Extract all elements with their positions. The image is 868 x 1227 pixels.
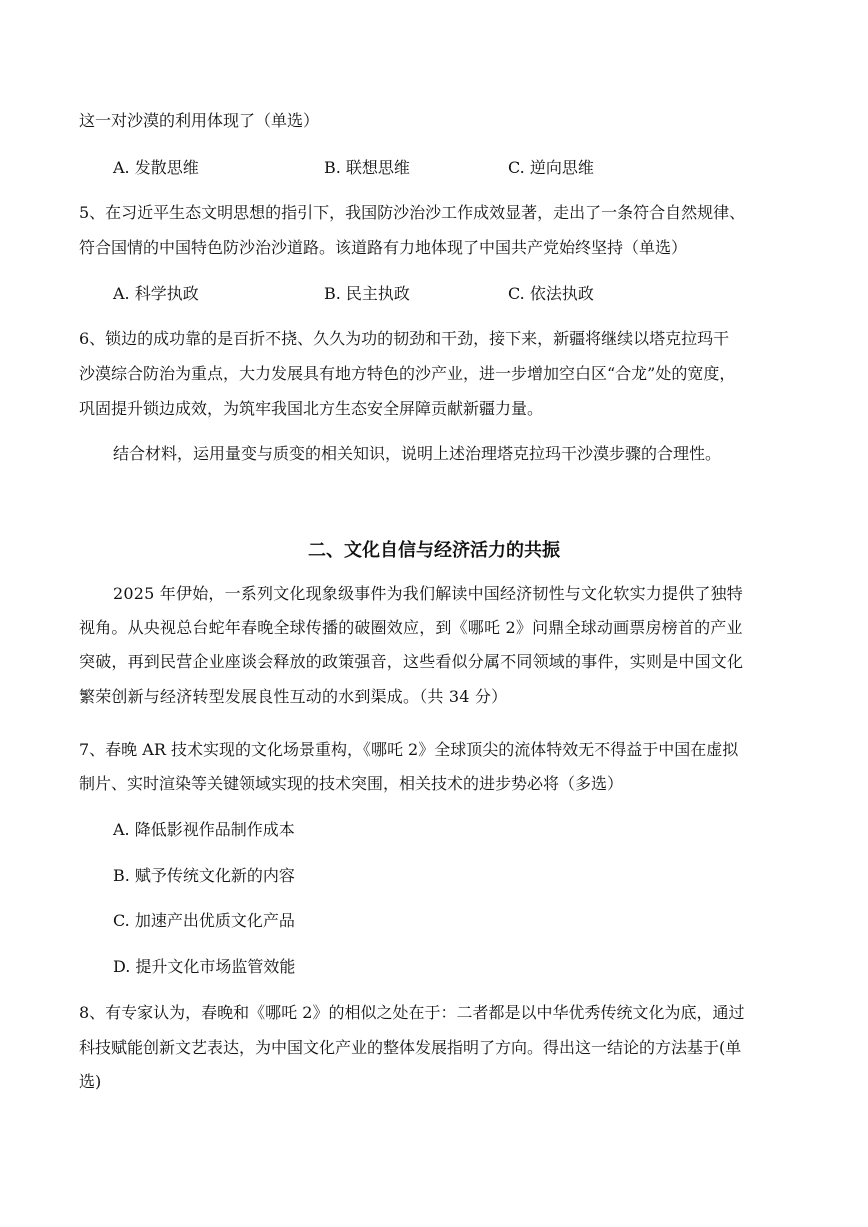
q5-option-b: B. 民主执政	[324, 284, 410, 303]
section-intro-line-4: 繁荣创新与经济转型发展良性互动的水到渠成。（共 34 分）	[79, 687, 508, 706]
q7-option-b: B. 赋予传统文化新的内容	[113, 866, 295, 885]
q8-stem-line-1: 8、有专家认为，春晚和《哪吒 2》的相似之处在于：二者都是以中华优秀传统文化为底，通过	[79, 1003, 745, 1022]
q4-option-c: C. 逆向思维	[508, 158, 594, 177]
q6-stem-line-1: 6、锁边的成功靠的是百折不挠、久久为功的韧劲和干劲，接下来，新疆将继续以塔克拉玛干	[79, 329, 730, 348]
q8-stem-line-3: 选)	[79, 1072, 102, 1091]
q4-option-a: A. 发散思维	[113, 158, 199, 177]
section-title: 二、文化自信与经济活力的共振	[308, 540, 560, 561]
q7-stem-line-2: 制片、实时渲染等关键领域实现的技术突围，相关技术的进步势必将（多选）	[79, 774, 624, 793]
q7-option-d: D. 提升文化市场监管效能	[113, 957, 296, 976]
q7-option-c: C. 加速产出优质文化产品	[113, 911, 295, 930]
section-intro-line-3: 突破，再到民营企业座谈会释放的政策强音，这些看似分属不同领域的事件，实则是中国文化	[79, 652, 744, 671]
q5-option-a: A. 科学执政	[113, 284, 199, 303]
q7-stem-line-1: 7、春晚 AR 技术实现的文化场景重构，《哪吒 2》全球顶尖的流体特效无不得益于中国在虚拟	[79, 740, 739, 759]
q7-option-a: A. 降低影视作品制作成本	[113, 820, 295, 839]
q6-stem-line-2: 沙漠综合防治为重点，大力发展具有地方特色的沙产业，进一步增加空白区“合龙”处的宽度，	[79, 364, 736, 383]
q4-options	[113, 157, 673, 179]
q5-stem-line-2: 符合国情的中国特色防沙治沙道路。该道路有力地体现了中国共产党始终坚持（单选）	[79, 238, 688, 257]
q6-stem-line-3: 巩固提升锁边成效，为筑牢我国北方生态安全屏障贡献新疆力量。	[79, 399, 544, 418]
section-intro-line-1: 2025 年伊始，一系列文化现象级事件为我们解读中国经济韧性与文化软实力提供了独特	[113, 584, 744, 603]
q5-options	[113, 283, 673, 305]
q6-task: 结合材料，运用量变与质变的相关知识，说明上述治理塔克拉玛干沙漠步骤的合理性。	[113, 444, 722, 463]
section-intro-line-2: 视角。从央视总台蛇年春晚全球传播的破圈效应，到《哪吒 2》问鼎全球动画票房榜首的产业	[79, 618, 743, 637]
q5-option-c: C. 依法执政	[508, 284, 594, 303]
q4-option-b: B. 联想思维	[324, 158, 410, 177]
q8-stem-line-2: 科技赋能创新文艺表达，为中国文化产业的整体发展指明了方向。得出这一结论的方法基于(单	[79, 1038, 742, 1057]
q5-stem-line-1: 5、在习近平生态文明思想的指引下，我国防沙治沙工作成效显著，走出了一条符合自然规律、	[79, 203, 746, 222]
q4-stem-line: 这一对沙漠的利用体现了（单选）	[79, 111, 320, 130]
